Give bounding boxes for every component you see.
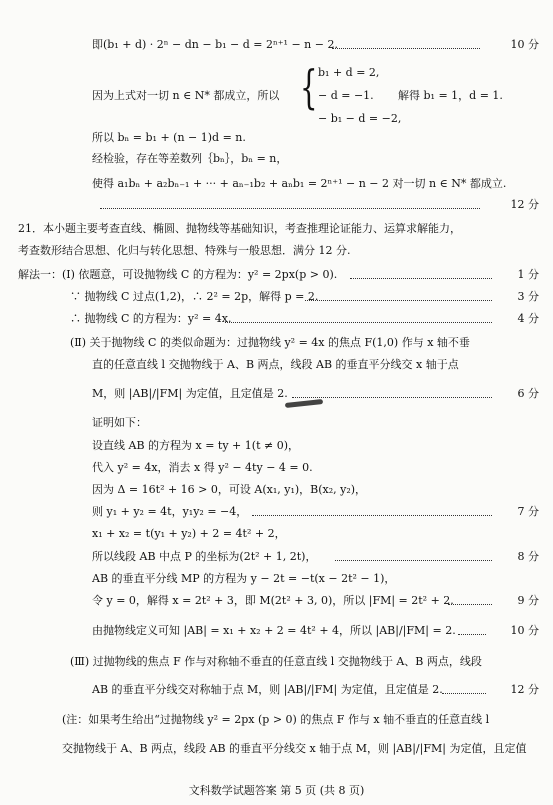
score-mark: 4 分	[517, 312, 539, 325]
answer-line: ∵ 抛物线 C 过点(1,2)，∴ 2² = 2p，解得 p = 2.	[70, 290, 319, 303]
answer-line: 因为 Δ = 16t² + 16 > 0，可设 A(x₁, y₁)，B(x₂, y₂)，	[92, 483, 367, 496]
answer-line: 所以 bₙ = b₁ + (n − 1)d = n.	[92, 131, 246, 144]
leader-dots	[442, 693, 486, 694]
score-mark: 10 分	[510, 624, 539, 637]
answer-line: 直的任意直线 l 交抛物线于 A、B 两点，线段 AB 的垂直平分线交 x 轴于点	[92, 358, 459, 371]
answer-line: 由抛物线定义可知 |AB| = x₁ + x₂ + 2 = 4t² + 4，所以 |AB|/|FM| = 2.	[92, 624, 456, 637]
answer-line: 使得 a₁bₙ + a₂bₙ₋₁ + ··· + aₙ₋₁b₂ + aₙb₁ = 2ⁿ⁺¹ − n − 2 对一切 n ∈ N* 都成立.	[92, 177, 507, 190]
answer-line: 解法一：(Ⅰ) 依题意，可设抛物线 C 的方程为：y² = 2px(p > 0).	[18, 268, 338, 281]
leader-dots	[292, 397, 492, 398]
answer-line: 证明如下：	[92, 416, 147, 429]
leader-dots	[252, 515, 492, 516]
score-mark: 3 分	[517, 290, 539, 303]
answer-line: 则 y₁ + y₂ = 4t，y₁y₂ = −4，	[92, 505, 248, 518]
answer-line: x₁ + x₂ = t(y₁ + y₂) + 2 = 4t² + 2，	[92, 527, 286, 540]
answer-line: 因为上式对一切 n ∈ N* 都成立，所以	[92, 89, 280, 102]
leader-dots	[305, 300, 492, 301]
answer-line: ∴ 抛物线 C 的方程为：y² = 4x.	[70, 312, 232, 325]
score-mark: 12 分	[510, 683, 539, 696]
answer-line: M，则 |AB|/|FM| 为定值，且定值是 2.	[92, 387, 288, 400]
answer-line: 代入 y² = 4x，消去 x 得 y² − 4ty − 4 = 0.	[92, 461, 313, 474]
leader-dots	[100, 208, 480, 209]
page-footer: 文科数学试题答案 第 5 页 (共 8 页)	[188, 784, 365, 797]
solve-result: 解得 b₁ = 1，d = 1.	[398, 89, 503, 102]
system-eq-3: − b₁ − d = −2,	[318, 112, 402, 125]
score-mark: 10 分	[510, 38, 539, 51]
answer-line: 设直线 AB 的方程为 x = ty + 1(t ≠ 0)，	[92, 439, 299, 452]
answer-line: (注：如果考生给出“过抛物线 y² = 2px (p > 0) 的焦点 F 作与 x 轴不垂直的任意直线 l	[62, 713, 490, 726]
leader-dots	[448, 604, 492, 605]
leader-dots	[350, 278, 492, 279]
answer-line: 经检验，存在等差数列｛bₙ｝，bₙ = n，	[92, 152, 288, 165]
answer-line: (Ⅲ) 过抛物线的焦点 F 作与对称轴不垂直的任意直线 l 交抛物线于 A、B 两点，线段	[70, 655, 482, 668]
leader-dots	[332, 48, 480, 49]
score-mark: 8 分	[517, 550, 539, 563]
score-mark: 9 分	[517, 594, 539, 607]
leader-dots	[225, 322, 492, 323]
score-mark: 6 分	[517, 387, 539, 400]
score-mark: 1 分	[517, 268, 539, 281]
answer-line: 令 y = 0，解得 x = 2t² + 3，即 M(2t² + 3, 0)，所以 |FM| = 2t² + 2.	[92, 594, 454, 607]
answer-line: 21．本小题主要考查直线、椭圆、抛物线等基础知识，考查推理论证能力、运算求解能力，	[18, 222, 461, 235]
answer-line: AB 的垂直平分线交对称轴于点 M，则 |AB|/|FM| 为定值，且定值是 2.	[92, 683, 443, 696]
answer-line: 即(b₁ + d) · 2ⁿ − dn − b₁ − d = 2ⁿ⁺¹ − n − 2.	[92, 38, 338, 51]
answer-line: 考查数形结合思想、化归与转化思想、特殊与一般思想．满分 12 分.	[18, 244, 351, 257]
answer-line: (Ⅱ) 关于抛物线 C 的类似命题为：过抛物线 y² = 4x 的焦点 F(1,0) 作与 x 轴不垂	[70, 336, 470, 349]
answer-line: 所以线段 AB 中点 P 的坐标为(2t² + 1, 2t)，	[92, 550, 317, 563]
system-eq-2: − d = −1.	[318, 89, 374, 102]
system-eq-1: b₁ + d = 2,	[318, 66, 380, 79]
leader-dots	[458, 634, 486, 635]
score-mark: 12 分	[510, 198, 539, 211]
left-brace: {	[300, 60, 318, 114]
answer-line: AB 的垂直平分线 MP 的方程为 y − 2t = −t(x − 2t² − 1)，	[92, 572, 396, 585]
ink-smudge	[285, 399, 323, 408]
score-mark: 7 分	[517, 505, 539, 518]
leader-dots	[335, 560, 492, 561]
answer-line: 交抛物线于 A、B 两点，线段 AB 的垂直平分线交 x 轴于点 M，则 |AB|/|FM| 为定值，且定值	[62, 742, 527, 755]
